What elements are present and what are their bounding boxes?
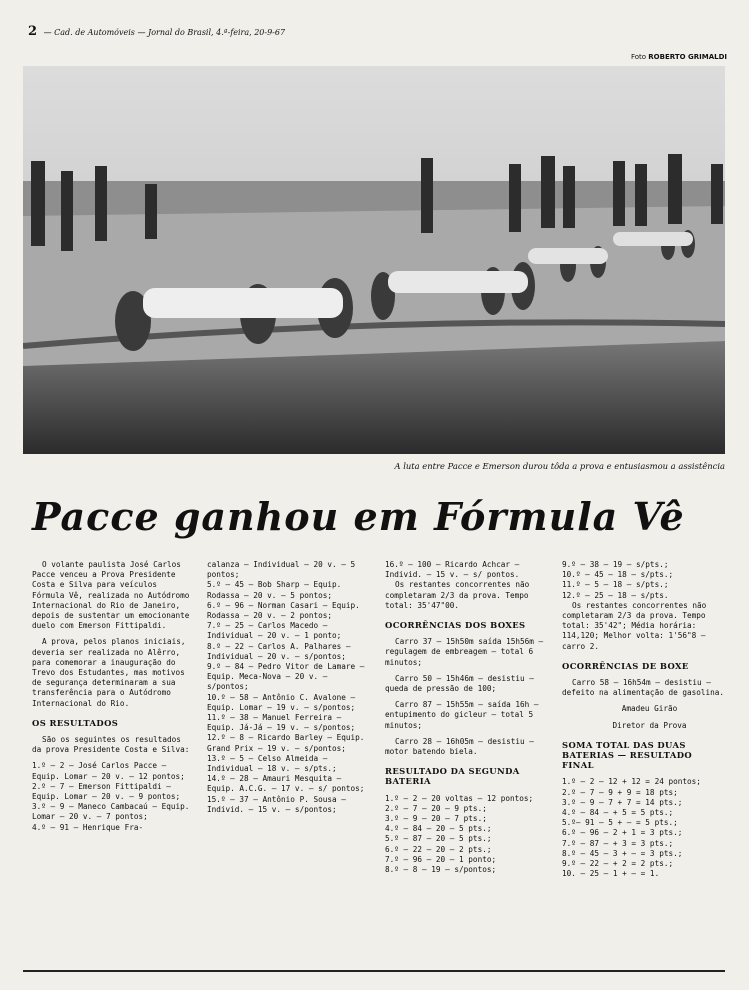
occurrence-row: Carro 50 — 15h46m — desistiu — queda de pressão de 100; [385, 673, 539, 694]
occurrence-row: Carro 37 — 15h50m saída 15h56m — regulagem de embreagem — total 6 minutos; [385, 637, 548, 667]
box-heading: OCORRÊNCIAS DE BOXE [562, 660, 689, 671]
photo-credit-prefix: Foto [630, 53, 647, 61]
result-row: 15.º — 37 — Antônio P. Sousa — Individ. — 15 v. — s/pontos; [207, 794, 351, 814]
total-row: 1.º — 2 — 12 + 12 = 24 pontos; [562, 777, 701, 787]
race-photo-illustration [23, 66, 725, 454]
result-row: 3.º — 9 — Maneco Cambacaú — Equip. Lomar — 20 v. — 7 pontos; [32, 802, 195, 822]
result-row: 13.º — 5 — Celso Almeida — Individual — 18 v. — s/pts.; [207, 753, 337, 774]
result-row: 10.º — 58 — Antônio C. Avalone — Equip. Lomar — 19 v. — s/pontos; [207, 692, 360, 712]
heat-row: 7.º — 96 — 20 — 1 ponto; [385, 854, 497, 864]
heat-row: 10.º — 45 — 18 — s/pts.; [562, 570, 674, 580]
result-row: 6.º — 96 — Norman Casari — Equip. Rodassa — 20 v. — 2 pontos; [207, 600, 365, 621]
signature-title: Diretor da Prova [612, 720, 687, 730]
heat-row: 3.º — 9 — 20 — 7 pts.; [385, 814, 487, 824]
total-row: 4.º — 84 — + 5 = 5 pts.; [562, 808, 674, 818]
heat-row: 6.º — 22 — 20 — 2 pts.; [385, 844, 492, 854]
context-paragraph: A prova, pelos planos iniciais, deveria ser realizada no Alêrro, para comemorar a inauguração do Trevo dos Estudantes, mas motivos de segurança determinaram a sua transferência para o Autódromo Internacional do Rio. [32, 637, 191, 708]
second-heat-heading: RESULTADO DA SEGUNDA BATERIA [385, 766, 520, 787]
box-occurrence: Carro 58 — 16h54m — desistiu — defeito na alimentação de gasolina. [562, 678, 724, 698]
column-4 [562, 560, 727, 879]
total-row: 7.º — 87 — + 3 = 3 pts.; [562, 838, 674, 848]
heat-row: 1.º — 2 — 20 voltas — 12 pontos; [385, 793, 534, 803]
header-line: — Cad. de Automóveis — Jornal do Brasil, 4.ª-feira, 20-9-67 [43, 28, 286, 37]
page-header [28, 24, 728, 39]
total-row: 8.º — 45 — 3 + — = 3 pts.; [562, 848, 683, 858]
results-heading: OS RESULTADOS [32, 717, 119, 728]
heat-row: 12.º — 25 — 18 — s/pts. [562, 590, 669, 600]
heat-row: 8.º — 8 — 19 — s/pontos; [385, 865, 497, 875]
total-row: 2.º — 7 — 9 + 9 = 18 pts; [562, 787, 678, 797]
intro-paragraph: O volante paulista José Carlos Pacce venceu a Prova Presidente Costa e Silva para veículos Fórmula Vê, realizada no Autódromo Internacional do Rio de Janeiro, depois de sustentar um emocionante duelo com Emerson Fittipaldi. [32, 560, 195, 631]
total-row: 5.º— 91 — 5 + — = 5 pts.; [562, 818, 678, 828]
bottom-rule [23, 970, 725, 972]
heat-row: 5.º — 87 — 20 — 5 pts.; [385, 834, 492, 844]
result-row: 2.º — 7 — Emerson Fittipaldi — Equip. Lomar — 20 v. — 9 pontos; [32, 781, 181, 802]
occurrence-row: Carro 87 — 15h55m — saída 16h — entupimento do gicleur — total 5 minutos; [385, 700, 544, 730]
results-intro: São os seguintes os resultados da prova Presidente Costa e Silva: [32, 735, 190, 755]
result-row: 5.º — 45 — Bob Sharp — Equip. Rodassa — 20 v. — 5 pontos; [207, 580, 346, 600]
result-row: 12.º — 8 — Ricardo Barley — Equip. Grand Prix — 19 v. — s/pontos; [207, 733, 370, 753]
headline: Pacce ganhou em Fórmula Vê [32, 494, 685, 539]
heat-row: 2.º — 7 — 20 — 9 pts.; [385, 803, 487, 813]
remaining-paragraph: Os restantes concorrentes não completaram 2/3 da prova. Tempo total: 35'47"00. [385, 580, 534, 610]
result-row: calanza — Individual — 20 v. — 5 pontos; [207, 560, 360, 580]
result-row: 11.º — 38 — Manuel Ferreira — Equip. Já-Já — 19 v. — s/pontos; [207, 713, 356, 733]
total-row: 6.º — 96 — 2 + 1 = 3 pts.; [562, 828, 683, 838]
occurrence-row: Carro 28 — 16h05m — desistiu — motor batendo biela. [385, 736, 539, 757]
photo-credit-name: ROBERTO GRIMALDI [648, 53, 727, 61]
race-photo [23, 66, 725, 454]
result-row: 14.º — 28 — Amauri Mesquita — Equip. A.C.G. — 17 v. — s/ pontos; [207, 774, 365, 794]
total-row: 9.º — 22 — + 2 = 2 pts.; [562, 859, 674, 869]
result-row: 9.º — 84 — Pedro Vitor de Lamare — Equip. Meca-Nova — 20 v. — s/pontos; [207, 662, 370, 692]
signature-name: Amadeu Girão [621, 704, 678, 714]
result-row: 4.º — 91 — Henrique Fra- [32, 822, 144, 832]
heat-row: 4.º — 84 — 20 — 5 pts.; [385, 824, 492, 834]
page-number: 2 [28, 24, 38, 39]
photo-caption: A luta entre Pacce e Emerson durou tôda a prova e entusiasmou a assistência [394, 461, 725, 471]
total-heading: SOMA TOTAL DAS DUAS BATERIAS — RESULTADO FINAL [562, 739, 693, 771]
total-row: 3.º — 9 — 7 + 7 = 14 pts.; [562, 797, 683, 807]
result-row: 1.º — 2 — José Carlos Pacce — Equip. Lomar — 20 v. — 12 pontos; [32, 761, 185, 781]
column-1 [32, 560, 195, 833]
total-row: 10. — 25 — 1 + — = 1. [562, 869, 660, 879]
result-row: 16.º — 100 — Ricardo Achcar — Individ. — 15 v. — s/ pontos. [385, 560, 524, 580]
remaining-paragraph-2: Os restantes concorrentes não completaram 2/3 da prova. Tempo total: 35'42"; Média horária: 114,120; Melhor volta: 1'56"8 — carro 2. [562, 600, 711, 651]
heat-row: 9.º — 38 — 19 — s/pts.; [562, 560, 669, 569]
heat-row: 11.º — 5 — 18 — s/pts.; [562, 580, 669, 590]
result-row: 8.º — 22 — Carlos A. Palhares — Individual — 20 v. — s/pontos; [207, 641, 356, 661]
photo-credit [631, 53, 727, 61]
column-2 [207, 560, 370, 815]
box-occurrences-heading: OCORRÊNCIAS DOS BOXES [385, 620, 526, 631]
result-row: 7.º — 25 — Carlos Macedo — Individual — 20 v. — 1 ponto; [207, 621, 342, 641]
column-3 [385, 560, 548, 875]
